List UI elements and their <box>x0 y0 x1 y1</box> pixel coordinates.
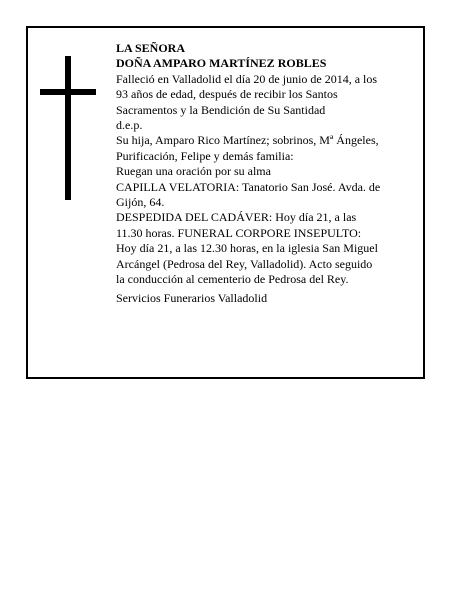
text-line: Falleció en Valladolid el día 20 de junio de 2014, a los <box>116 71 378 86</box>
funeral-home <box>116 291 422 306</box>
text-line: la conducción al cementerio de Pedrosa del Rey. <box>116 272 349 287</box>
notice-title-line-1: LA SEÑORA <box>116 41 186 55</box>
cross-horizontal-bar <box>40 89 96 95</box>
text-line: Hoy día 21, a las 12.30 horas, en la iglesia San Miguel <box>116 241 378 256</box>
text-line: Servicios Funerarios Valladolid <box>116 290 268 305</box>
text-line: 93 años de edad, después de recibir los Santos <box>116 87 338 102</box>
text-line: Su hija, Amparo Rico Martínez; sobrinos, Mª Ángeles, <box>116 133 379 148</box>
cross-icon <box>40 56 96 200</box>
text-line: DESPEDIDA DEL CADÁVER: Hoy día 21, a las <box>116 210 357 225</box>
funeral-details <box>116 210 422 287</box>
deceased-name: DOÑA AMPARO MARTÍNEZ ROBLES <box>116 56 327 71</box>
death-announcement <box>116 72 422 134</box>
text-line: Sacramentos y la Bendición de Su Santidad <box>116 102 326 117</box>
cross-vertical-bar <box>65 56 71 200</box>
text-line: d.e.p. <box>116 118 143 133</box>
text-line: 11.30 horas. FUNERAL CORPORE INSEPULTO: <box>116 225 362 240</box>
notice-text <box>116 41 422 306</box>
prayer-request <box>116 164 422 179</box>
obituary-notice <box>26 26 425 379</box>
text-line: Arcángel (Pedrosa del Rey, Valladolid). Acto seguido <box>116 256 373 271</box>
wake-chapel <box>116 180 422 211</box>
family-list <box>116 133 422 164</box>
text-line: Purificación, Felipe y demás familia: <box>116 148 294 163</box>
text-line: Gijón, 64. <box>116 195 165 210</box>
text-line: Ruegan una oración por su alma <box>116 164 271 179</box>
text-line: CAPILLA VELATORIA: Tanatorio San José. Avda. de <box>116 179 381 194</box>
